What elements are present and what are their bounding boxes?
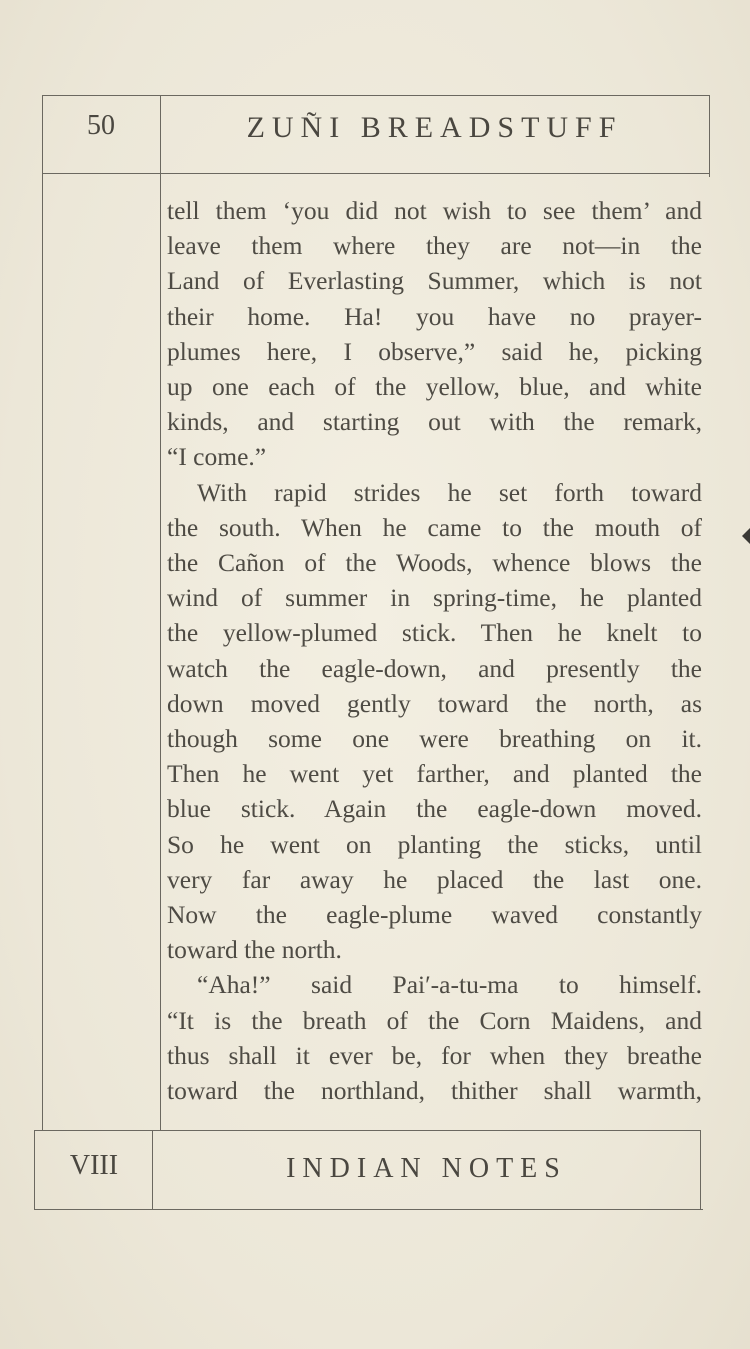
text-line: very far away he placed the last one.: [167, 864, 702, 894]
volume-number: VIII: [69, 1150, 119, 1181]
text-line: thus shall it ever be, for when they breathe: [167, 1040, 702, 1070]
text-line: leave them where they are not—in the: [167, 231, 702, 261]
series-title: INDIAN NOTES: [286, 1153, 567, 1184]
text-line: the yellow-plumed stick. Then he knelt to: [167, 618, 702, 648]
text-line: “Aha!” said Pai′-a-tu-ma to himself.: [197, 970, 702, 1000]
body-text: [167, 193, 702, 1108]
text-line: blue stick. Again the eagle-down moved.: [167, 794, 702, 824]
text-line: the Cañon of the Woods, whence blows the: [167, 548, 702, 578]
page-edge-tab-mark: [742, 528, 750, 544]
text-line: their home. Ha! you have no prayer-: [167, 301, 702, 331]
text-line: watch the eagle-down, and presently the: [167, 653, 702, 683]
frame-left-rule-upper: [42, 95, 43, 1130]
frame-right-rule: [709, 95, 710, 177]
footer-top-rule: [34, 1130, 701, 1131]
text-line: toward the northland, thither shall warmth,: [167, 1076, 702, 1106]
text-line: Then he went yet farther, and planted the: [167, 759, 702, 789]
text-line: Land of Everlasting Summer, which is not: [167, 266, 702, 296]
text-line: though some one were breathing on it.: [167, 724, 702, 754]
running-title: ZUÑI BREADSTUFF: [246, 111, 623, 144]
text-line: toward the north.: [167, 935, 342, 965]
header-bottom-rule: [42, 173, 710, 174]
text-line: “It is the breath of the Corn Maidens, and: [167, 1005, 702, 1035]
text-line: Now the eagle-plume waved constantly: [167, 900, 702, 930]
gutter-rule-footer: [152, 1130, 153, 1209]
text-line: wind of summer in spring-time, he planted: [167, 583, 702, 613]
frame-right-rule-lower: [700, 1130, 701, 1209]
text-line: So he went on planting the sticks, until: [167, 829, 702, 859]
text-line: tell them ‘you did not wish to see them’ and: [167, 196, 702, 225]
text-line: plumes here, I observe,” said he, picking: [167, 336, 702, 366]
text-line: down moved gently toward the north, as: [167, 688, 702, 718]
gutter-rule: [160, 95, 161, 1130]
text-line: With rapid strides he set forth toward: [197, 477, 702, 507]
frame-bottom-rule: [34, 1209, 703, 1210]
frame-left-rule-lower: [34, 1130, 35, 1209]
text-line: up one each of the yellow, blue, and white: [167, 372, 702, 402]
page-number: 50: [87, 110, 115, 141]
frame-top-rule: [42, 95, 710, 96]
text-line: kinds, and starting out with the remark,: [167, 407, 702, 437]
text-line: the south. When he came to the mouth of: [167, 512, 702, 542]
text-line: “I come.”: [167, 442, 267, 472]
